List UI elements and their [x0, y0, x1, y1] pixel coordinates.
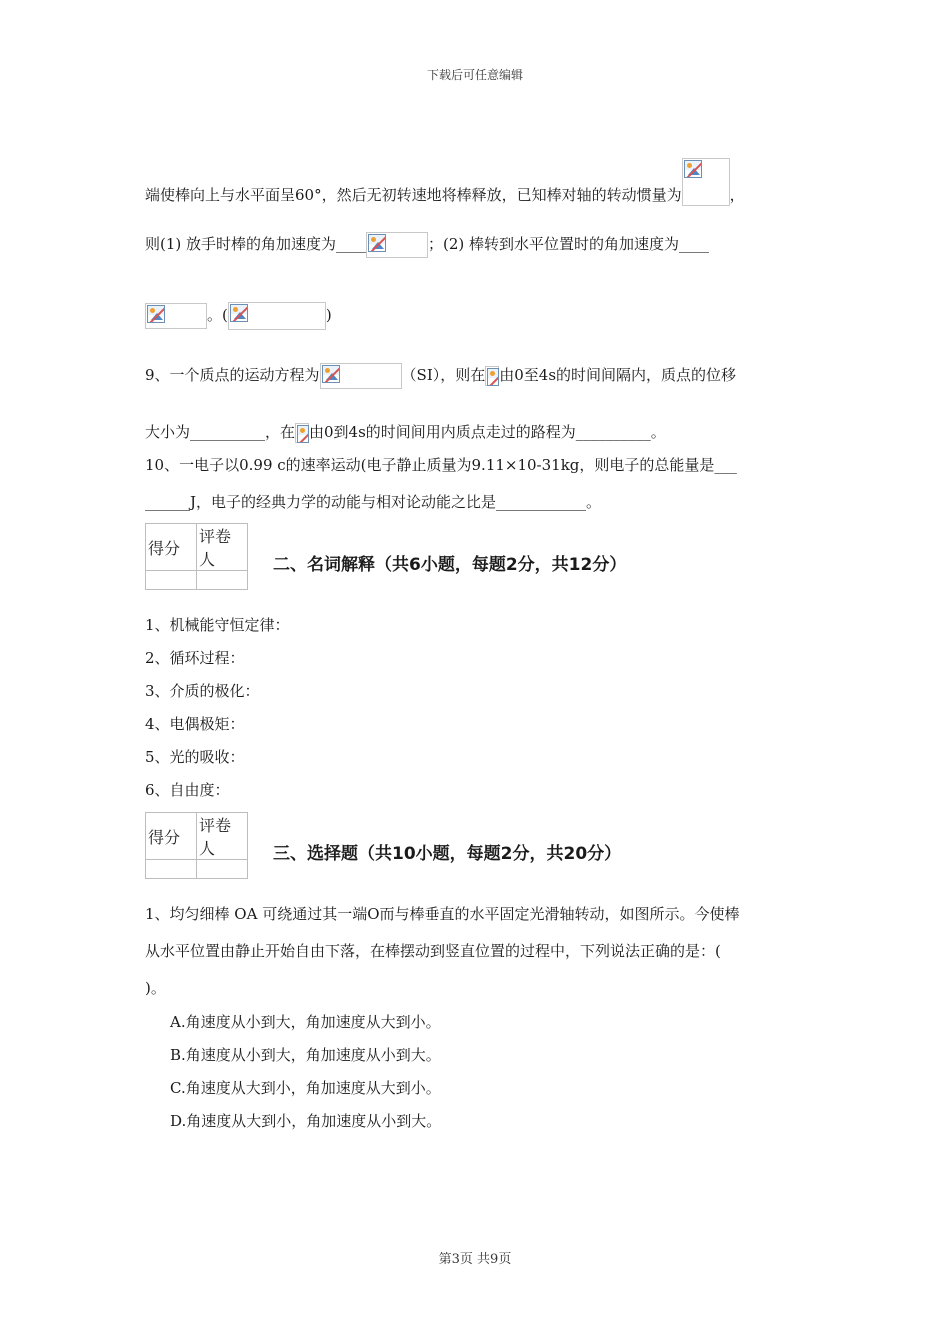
section2-item: 6、自由度： [145, 781, 230, 799]
option-d: D.角速度从大到小，角加速度从小到大。 [170, 1112, 442, 1130]
section2-item: 5、光的吸收： [145, 748, 245, 766]
broken-image-icon [322, 365, 340, 383]
formula-image [682, 158, 730, 206]
section2-item: 2、循环过程： [145, 649, 245, 667]
q8-line1-end: ， [729, 186, 745, 204]
grader-cell [197, 571, 248, 590]
section3-q1-line2: 从水平位置由静止开始自由下落，在棒摆动到竖直位置的过程中，下列说法正确的是：( [145, 942, 721, 960]
section3-title: 三、选择题（共10小题，每题2分，共20分） [273, 844, 622, 864]
formula-image [320, 363, 402, 389]
q8-line3 [145, 302, 332, 330]
section2-item: 3、介质的极化： [145, 682, 260, 700]
section3-q1-line3: )。 [145, 979, 166, 997]
section2-item: 4、电偶极矩： [145, 715, 245, 733]
option-a: A.角速度从小到大，角加速度从大到小。 [170, 1013, 441, 1031]
formula-image [366, 232, 428, 258]
q9-line2-text-b: 由0到4s的时间间用内质点走过的路程为__________。 [309, 423, 666, 441]
q8-line2-text-a: 则(1) 放手时棒的角加速度为____ [145, 235, 367, 253]
q9-line2 [145, 422, 666, 443]
section3-q1-line1: 1、均匀细棒 OA 可绕通过其一端O而与棒垂直的水平固定光滑轴转动，如图所示。今使棒 [145, 905, 740, 923]
q9-line1 [145, 363, 736, 389]
q9-line1-text-b: （SI），则在 [401, 366, 486, 384]
q8-line2 [145, 232, 709, 258]
score-label: 得分 [146, 524, 197, 571]
score-table [145, 523, 248, 590]
q8-line3-end: ) [325, 306, 332, 324]
q8-line3-text: 。( [207, 306, 228, 324]
broken-image-icon [230, 304, 248, 322]
q9-line1-text-a: 9、一个质点的运动方程为 [145, 366, 320, 384]
option-c: C.角速度从大到小，角加速度从大到小。 [170, 1079, 441, 1097]
broken-image-icon [684, 160, 702, 178]
grader-cell [197, 860, 248, 879]
q8-line1 [145, 158, 745, 206]
q9-line1-text-c: 由0至4s的时间间隔内，质点的位移 [499, 366, 737, 384]
broken-image-icon [368, 234, 386, 252]
section2-title: 二、名词解释（共6小题，每题2分，共12分） [273, 555, 627, 575]
formula-image [485, 366, 499, 386]
score-table [145, 812, 248, 879]
q10-line2: ______J，电子的经典力学的动能与相对论动能之比是____________。 [145, 493, 602, 511]
score-cell [146, 571, 197, 590]
broken-image-icon [147, 305, 165, 323]
grader-label: 评卷人 [197, 813, 248, 860]
q10-line1: 10、一电子以0.99 c的速率运动(电子静止质量为9.11×10-31kg，则电子的总能量是___ [145, 456, 737, 474]
section2-item: 1、机械能守恒定律： [145, 616, 290, 634]
score-label: 得分 [146, 813, 197, 860]
q9-line2-text-a: 大小为__________，在 [145, 423, 296, 441]
broken-image-icon [487, 368, 499, 386]
formula-image [228, 302, 326, 330]
grader-label: 评卷人 [197, 524, 248, 571]
score-cell [146, 860, 197, 879]
formula-image [145, 303, 207, 329]
page-footer: 第3页 共9页 [438, 1252, 512, 1267]
option-b: B.角速度从小到大，角加速度从小到大。 [170, 1046, 441, 1064]
broken-image-icon [297, 425, 309, 443]
q8-line2-text-b: ；(2) 棒转到水平位置时的角加速度为____ [428, 235, 710, 253]
q8-line1-text: 端使棒向上与水平面呈60°，然后无初转速地将棒释放，已知棒对轴的转动惯量为 [145, 186, 682, 204]
formula-image [295, 423, 309, 443]
page-header: 下载后可任意编辑 [426, 68, 523, 82]
